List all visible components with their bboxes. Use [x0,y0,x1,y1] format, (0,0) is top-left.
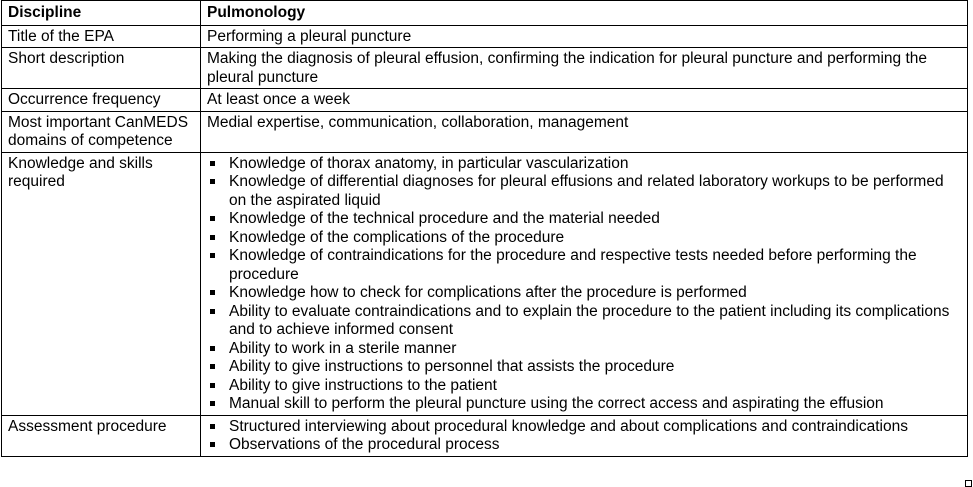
table-row [2,48,968,89]
list-item: Knowledge of thorax anatomy, in particular vascularization [207,155,961,174]
row-value: Making the diagnosis of pleural effusion, confirming the indication for pleural puncture and performing the pleural puncture [201,48,968,89]
row-label: Short description [2,48,201,89]
row-label: Occurrence frequency [2,89,201,112]
row-value: At least once a week [201,89,968,112]
table-row [2,25,968,48]
list-item: Knowledge how to check for complications after the procedure is performed [207,284,961,303]
list-item: Structured interviewing about procedural knowledge and about complications and contraindications [207,418,961,437]
list-item: Manual skill to perform the pleural puncture using the correct access and aspirating the effusion [207,395,961,414]
row-label: Knowledge and skills required [2,152,201,415]
table-header-row [2,1,968,26]
list-item: Ability to evaluate contraindications and to explain the procedure to the patient including its complications and to achieve informed consent [207,303,961,340]
square-bullet-icon [210,290,215,295]
row-value: Performing a pleural puncture [201,25,968,48]
square-bullet-icon [210,216,215,221]
assessment-list [207,418,961,455]
row-value [201,415,968,456]
square-bullet-icon [210,309,215,314]
square-bullet-icon [210,383,215,388]
list-item: Knowledge of contraindications for the procedure and respective tests needed before performing the procedure [207,247,961,284]
list-item: Ability to work in a sterile manner [207,340,961,359]
square-bullet-icon [210,401,215,406]
square-bullet-icon [210,364,215,369]
list-item: Ability to give instructions to personnel that assists the procedure [207,358,961,377]
list-item: Observations of the procedural process [207,436,961,455]
square-bullet-icon [210,424,215,429]
header-cell-discipline: Discipline [2,1,201,26]
row-label: Assessment procedure [2,415,201,456]
row-label: Most important CanMEDS domains of competence [2,111,201,152]
list-item: Knowledge of differential diagnoses for pleural effusions and related laboratory workups to be performed on the aspirated liquid [207,173,961,210]
epa-table [1,0,968,457]
square-bullet-icon [210,161,215,166]
table-resize-handle[interactable] [965,480,972,487]
header-cell-pulmonology: Pulmonology [201,1,968,26]
square-bullet-icon [210,179,215,184]
knowledge-row [2,152,968,415]
assessment-row [2,415,968,456]
square-bullet-icon [210,235,215,240]
row-value: Medial expertise, communication, collaboration, management [201,111,968,152]
table-row [2,89,968,112]
square-bullet-icon [210,442,215,447]
square-bullet-icon [210,253,215,258]
list-item: Ability to give instructions to the patient [207,377,961,396]
list-item: Knowledge of the technical procedure and the material needed [207,210,961,229]
row-label: Title of the EPA [2,25,201,48]
table-row [2,111,968,152]
row-value [201,152,968,415]
list-item: Knowledge of the complications of the procedure [207,229,961,248]
knowledge-list [207,155,961,414]
square-bullet-icon [210,346,215,351]
